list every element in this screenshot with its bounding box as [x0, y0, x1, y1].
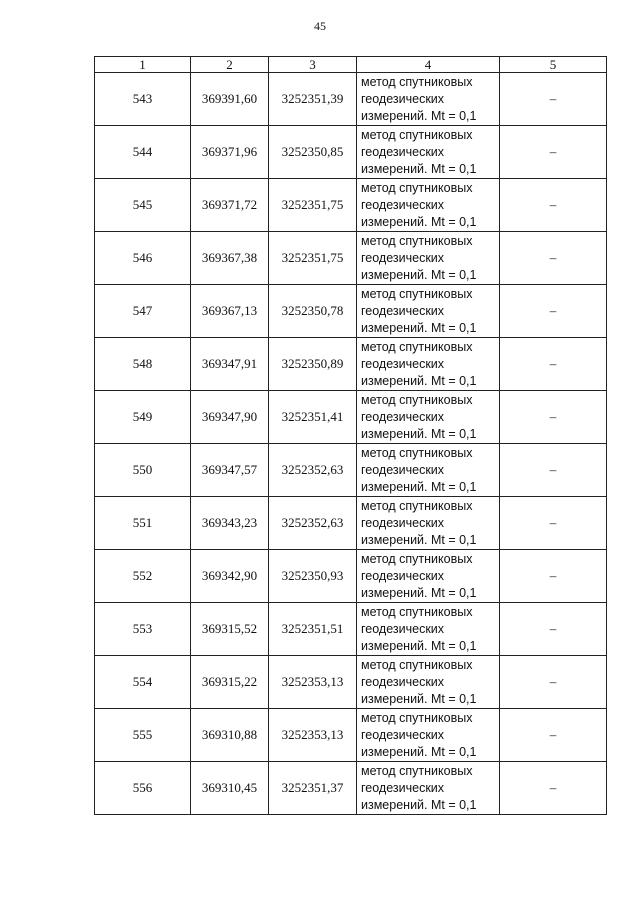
table-row — [95, 444, 607, 497]
method-line: измерений. Mt = 0,1 — [361, 320, 477, 335]
method-cell — [357, 126, 500, 179]
x-coordinate-cell: 369347,90 — [191, 391, 269, 444]
method-line: геодезических — [361, 250, 445, 265]
table-row — [95, 391, 607, 444]
method-line: метод спутниковых — [361, 74, 473, 89]
method-cell — [357, 762, 500, 815]
note-cell: – — [500, 444, 607, 497]
point-number-cell: 551 — [95, 497, 191, 550]
table-row — [95, 338, 607, 391]
method-line: измерений. Mt = 0,1 — [361, 214, 477, 229]
table-row — [95, 232, 607, 285]
x-coordinate-cell: 369371,96 — [191, 126, 269, 179]
point-number-cell: 556 — [95, 762, 191, 815]
y-coordinate-cell: 3252350,78 — [269, 285, 357, 338]
point-number-cell: 548 — [95, 338, 191, 391]
method-line: метод спутниковых — [361, 286, 473, 301]
y-coordinate-cell: 3252350,89 — [269, 338, 357, 391]
y-coordinate-cell: 3252351,75 — [269, 232, 357, 285]
method-line: измерений. Mt = 0,1 — [361, 479, 477, 494]
y-coordinate-cell: 3252350,93 — [269, 550, 357, 603]
table-header-row — [95, 57, 607, 73]
method-line: измерений. Mt = 0,1 — [361, 267, 477, 282]
method-line: геодезических — [361, 568, 445, 583]
method-cell — [357, 444, 500, 497]
point-number-cell: 543 — [95, 73, 191, 126]
method-line: метод спутниковых — [361, 339, 473, 354]
table-body — [95, 73, 607, 815]
method-line: геодезических — [361, 144, 445, 159]
method-line: геодезических — [361, 621, 445, 636]
method-line: метод спутниковых — [361, 233, 473, 248]
method-line: измерений. Mt = 0,1 — [361, 797, 477, 812]
method-line: геодезических — [361, 409, 445, 424]
method-line: измерений. Mt = 0,1 — [361, 108, 477, 123]
note-cell: – — [500, 550, 607, 603]
x-coordinate-cell: 369315,22 — [191, 656, 269, 709]
note-cell: – — [500, 497, 607, 550]
y-coordinate-cell: 3252352,63 — [269, 444, 357, 497]
y-coordinate-cell: 3252351,51 — [269, 603, 357, 656]
x-coordinate-cell: 369347,57 — [191, 444, 269, 497]
method-cell — [357, 497, 500, 550]
y-coordinate-cell: 3252350,85 — [269, 126, 357, 179]
page-number: 45 — [314, 19, 326, 33]
x-coordinate-cell: 369310,88 — [191, 709, 269, 762]
method-cell — [357, 338, 500, 391]
note-cell: – — [500, 391, 607, 444]
point-number-cell: 555 — [95, 709, 191, 762]
table-row — [95, 762, 607, 815]
header-col-1: 1 — [95, 57, 191, 73]
table-row — [95, 497, 607, 550]
method-line: метод спутниковых — [361, 710, 473, 725]
note-cell: – — [500, 285, 607, 338]
method-line: геодезических — [361, 674, 445, 689]
x-coordinate-cell: 369310,45 — [191, 762, 269, 815]
method-line: геодезических — [361, 91, 445, 106]
method-cell — [357, 709, 500, 762]
method-line: измерений. Mt = 0,1 — [361, 585, 477, 600]
method-line: геодезических — [361, 303, 445, 318]
y-coordinate-cell: 3252351,37 — [269, 762, 357, 815]
method-line: геодезических — [361, 780, 445, 795]
method-line: измерений. Mt = 0,1 — [361, 532, 477, 547]
point-number-cell: 545 — [95, 179, 191, 232]
table-row — [95, 709, 607, 762]
y-coordinate-cell: 3252351,41 — [269, 391, 357, 444]
method-line: измерений. Mt = 0,1 — [361, 744, 477, 759]
y-coordinate-cell: 3252351,75 — [269, 179, 357, 232]
point-number-cell: 549 — [95, 391, 191, 444]
note-cell: – — [500, 73, 607, 126]
note-cell: – — [500, 338, 607, 391]
x-coordinate-cell: 369391,60 — [191, 73, 269, 126]
note-cell: – — [500, 762, 607, 815]
y-coordinate-cell: 3252353,13 — [269, 709, 357, 762]
point-number-cell: 547 — [95, 285, 191, 338]
method-cell — [357, 391, 500, 444]
method-line: измерений. Mt = 0,1 — [361, 691, 477, 706]
note-cell: – — [500, 656, 607, 709]
note-cell: – — [500, 126, 607, 179]
method-line: измерений. Mt = 0,1 — [361, 373, 477, 388]
point-number-cell: 544 — [95, 126, 191, 179]
note-cell: – — [500, 232, 607, 285]
header-col-5: 5 — [500, 57, 607, 73]
method-line: метод спутниковых — [361, 445, 473, 460]
table-row — [95, 656, 607, 709]
point-number-cell: 553 — [95, 603, 191, 656]
note-cell: – — [500, 603, 607, 656]
header-col-2: 2 — [191, 57, 269, 73]
method-cell — [357, 656, 500, 709]
table-row — [95, 179, 607, 232]
header-col-4: 4 — [357, 57, 500, 73]
point-number-cell: 552 — [95, 550, 191, 603]
table-row — [95, 285, 607, 338]
note-cell: – — [500, 709, 607, 762]
table-row — [95, 550, 607, 603]
note-cell: – — [500, 179, 607, 232]
method-cell — [357, 603, 500, 656]
method-line: метод спутниковых — [361, 127, 473, 142]
point-number-cell: 554 — [95, 656, 191, 709]
method-line: метод спутниковых — [361, 498, 473, 513]
method-line: геодезических — [361, 462, 445, 477]
table-row — [95, 603, 607, 656]
x-coordinate-cell: 369343,23 — [191, 497, 269, 550]
coordinates-table — [94, 56, 607, 815]
table-row — [95, 73, 607, 126]
method-cell — [357, 550, 500, 603]
point-number-cell: 546 — [95, 232, 191, 285]
y-coordinate-cell: 3252353,13 — [269, 656, 357, 709]
method-line: геодезических — [361, 197, 445, 212]
method-line: измерений. Mt = 0,1 — [361, 638, 477, 653]
x-coordinate-cell: 369315,52 — [191, 603, 269, 656]
method-line: геодезических — [361, 515, 445, 530]
x-coordinate-cell: 369342,90 — [191, 550, 269, 603]
x-coordinate-cell: 369347,91 — [191, 338, 269, 391]
method-cell — [357, 179, 500, 232]
method-cell — [357, 73, 500, 126]
table-row — [95, 126, 607, 179]
method-line: геодезических — [361, 356, 445, 371]
method-line: измерений. Mt = 0,1 — [361, 161, 477, 176]
method-line: измерений. Mt = 0,1 — [361, 426, 477, 441]
y-coordinate-cell: 3252351,39 — [269, 73, 357, 126]
x-coordinate-cell: 369367,38 — [191, 232, 269, 285]
method-line: метод спутниковых — [361, 763, 473, 778]
method-line: метод спутниковых — [361, 551, 473, 566]
method-cell — [357, 285, 500, 338]
y-coordinate-cell: 3252352,63 — [269, 497, 357, 550]
method-line: метод спутниковых — [361, 180, 473, 195]
method-line: метод спутниковых — [361, 657, 473, 672]
method-line: геодезических — [361, 727, 445, 742]
header-col-3: 3 — [269, 57, 357, 73]
method-line: метод спутниковых — [361, 392, 473, 407]
point-number-cell: 550 — [95, 444, 191, 497]
x-coordinate-cell: 369371,72 — [191, 179, 269, 232]
method-cell — [357, 232, 500, 285]
x-coordinate-cell: 369367,13 — [191, 285, 269, 338]
method-line: метод спутниковых — [361, 604, 473, 619]
